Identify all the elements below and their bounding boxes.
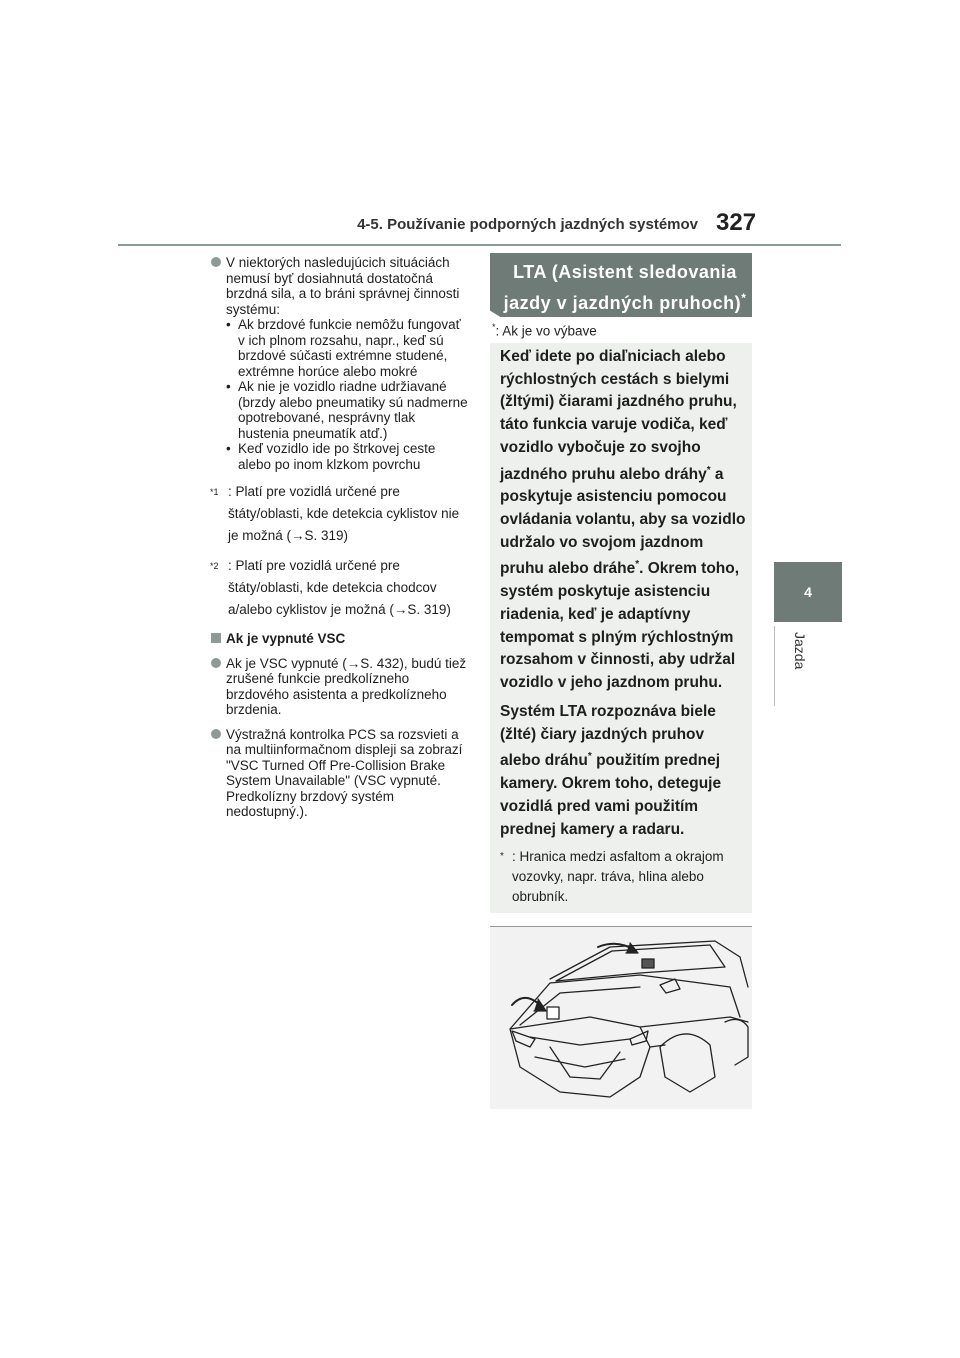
availability-note: *: Ak je vo výbave xyxy=(492,322,597,339)
chapter-label: Jazda xyxy=(792,632,808,670)
bullet-insufficient-braking xyxy=(210,255,468,472)
section-heading-vsc-off: Ak je vypnuté VSC xyxy=(210,631,468,647)
box-footnote: * : Hranica medzi asfaltom a okrajom vozovky, napr. tráva, hlina alebo obrubník. xyxy=(500,849,724,905)
sub-item: • Keď vozidlo ide po štrkovej ceste alebo po inom klzkom povrchu xyxy=(226,441,436,472)
page-number: 327 xyxy=(716,209,757,236)
header-divider xyxy=(118,244,841,246)
chapter-tab xyxy=(774,562,842,622)
section-banner-title: LTA (Asistent sledovania jazdy v jazdných pruhoch)* xyxy=(503,262,747,313)
sub-item: • Ak brzdové funkcie nemôžu fungovať v ich plnom rozsahu, napr., keď sú brzdové súčasti extrémne studené, extrémne horúce alebo mokré xyxy=(226,317,461,379)
bullet-dot-icon xyxy=(211,257,221,267)
left-column xyxy=(210,255,468,829)
description-paragraph-2: Systém LTA rozpoznáva biele (žlté) čiary jazdných pruhov alebo dráhu* použitím prednej kamery. Okrem toho, deteguje vozidlá pred vami použitím prednej kamery a radaru. xyxy=(500,702,722,838)
footnote-text: : Platí pre vozidlá určené pre štáty/oblasti, kde detekcia chodcov a/alebo cyklistov je možná (→S. 319) xyxy=(228,558,451,617)
bullet-vsc-off: Ak je VSC vypnuté (→S. 432), budú tiež zrušené funkcie predkolízneho brzdového asistenta a predkolízneho brzdenia. xyxy=(210,656,468,718)
bullet-text: V niektorých nasledujúcich situáciách nemusí byť dosiahnutá dostatočná brzdná sila, a to bráni správnej činnosti systému: xyxy=(226,255,460,317)
footnote-1 xyxy=(210,481,468,547)
vehicle-illustration xyxy=(490,926,752,1109)
chapter-tab-rule xyxy=(774,626,775,706)
suv-sensor-illustration xyxy=(490,927,752,1109)
description-text xyxy=(500,346,746,907)
bullet-pcs-warning: Výstražná kontrolka PCS sa rozsvieti a na multiinformačnom displeji sa zobrazí "VSC Turned Off Pre-Collision Brake System Unavailable" (VSC vypnuté. Predkolízny brzdový systém nedostupný.). xyxy=(210,727,468,820)
footnote-mark: *2 xyxy=(210,561,219,571)
footnote-text: : Platí pre vozidlá určené pre štáty/oblasti, kde detekcia cyklistov nie je možná (→S. 319) xyxy=(228,484,460,543)
footnote-2 xyxy=(210,555,468,621)
chapter-number: 4 xyxy=(804,584,812,600)
description-paragraph-1: Keď idete po diaľniciach alebo rýchlostných cestách s bielymi (žltými) čiarami jazdného pruhu, táto funkcia varuje vodiča, keď vozidlo vybočuje zo svojho jazdného pruhu alebo dráhy* a poskytuje asistenciu pomocou ovládania volantu, aby sa vozidlo udržalo vo svojom jazdnom pruhu alebo dráhe*. Okrem toho, systém poskytuje asistenciu riadenia, keď je adaptívny tempomat s plným rýchlostným rozsahom v činnosti, aby udržal vozidlo v jeho jazdnom pruhu. xyxy=(500,348,746,692)
bullet-dot-icon xyxy=(211,658,221,668)
banner-asterisk: * xyxy=(741,291,747,305)
bullet-dot-icon xyxy=(211,729,221,739)
section-square-icon xyxy=(211,633,221,643)
sub-item: • Ak nie je vozidlo riadne udržiavané (brzdy alebo pneumatiky sú nadmerne opotrebované, nesprávny tlak hustenia pneumatík atď.) xyxy=(226,379,468,441)
running-header: 4-5. Používanie podporných jazdných systémov xyxy=(357,216,698,233)
footnote-mark: *1 xyxy=(210,487,219,497)
